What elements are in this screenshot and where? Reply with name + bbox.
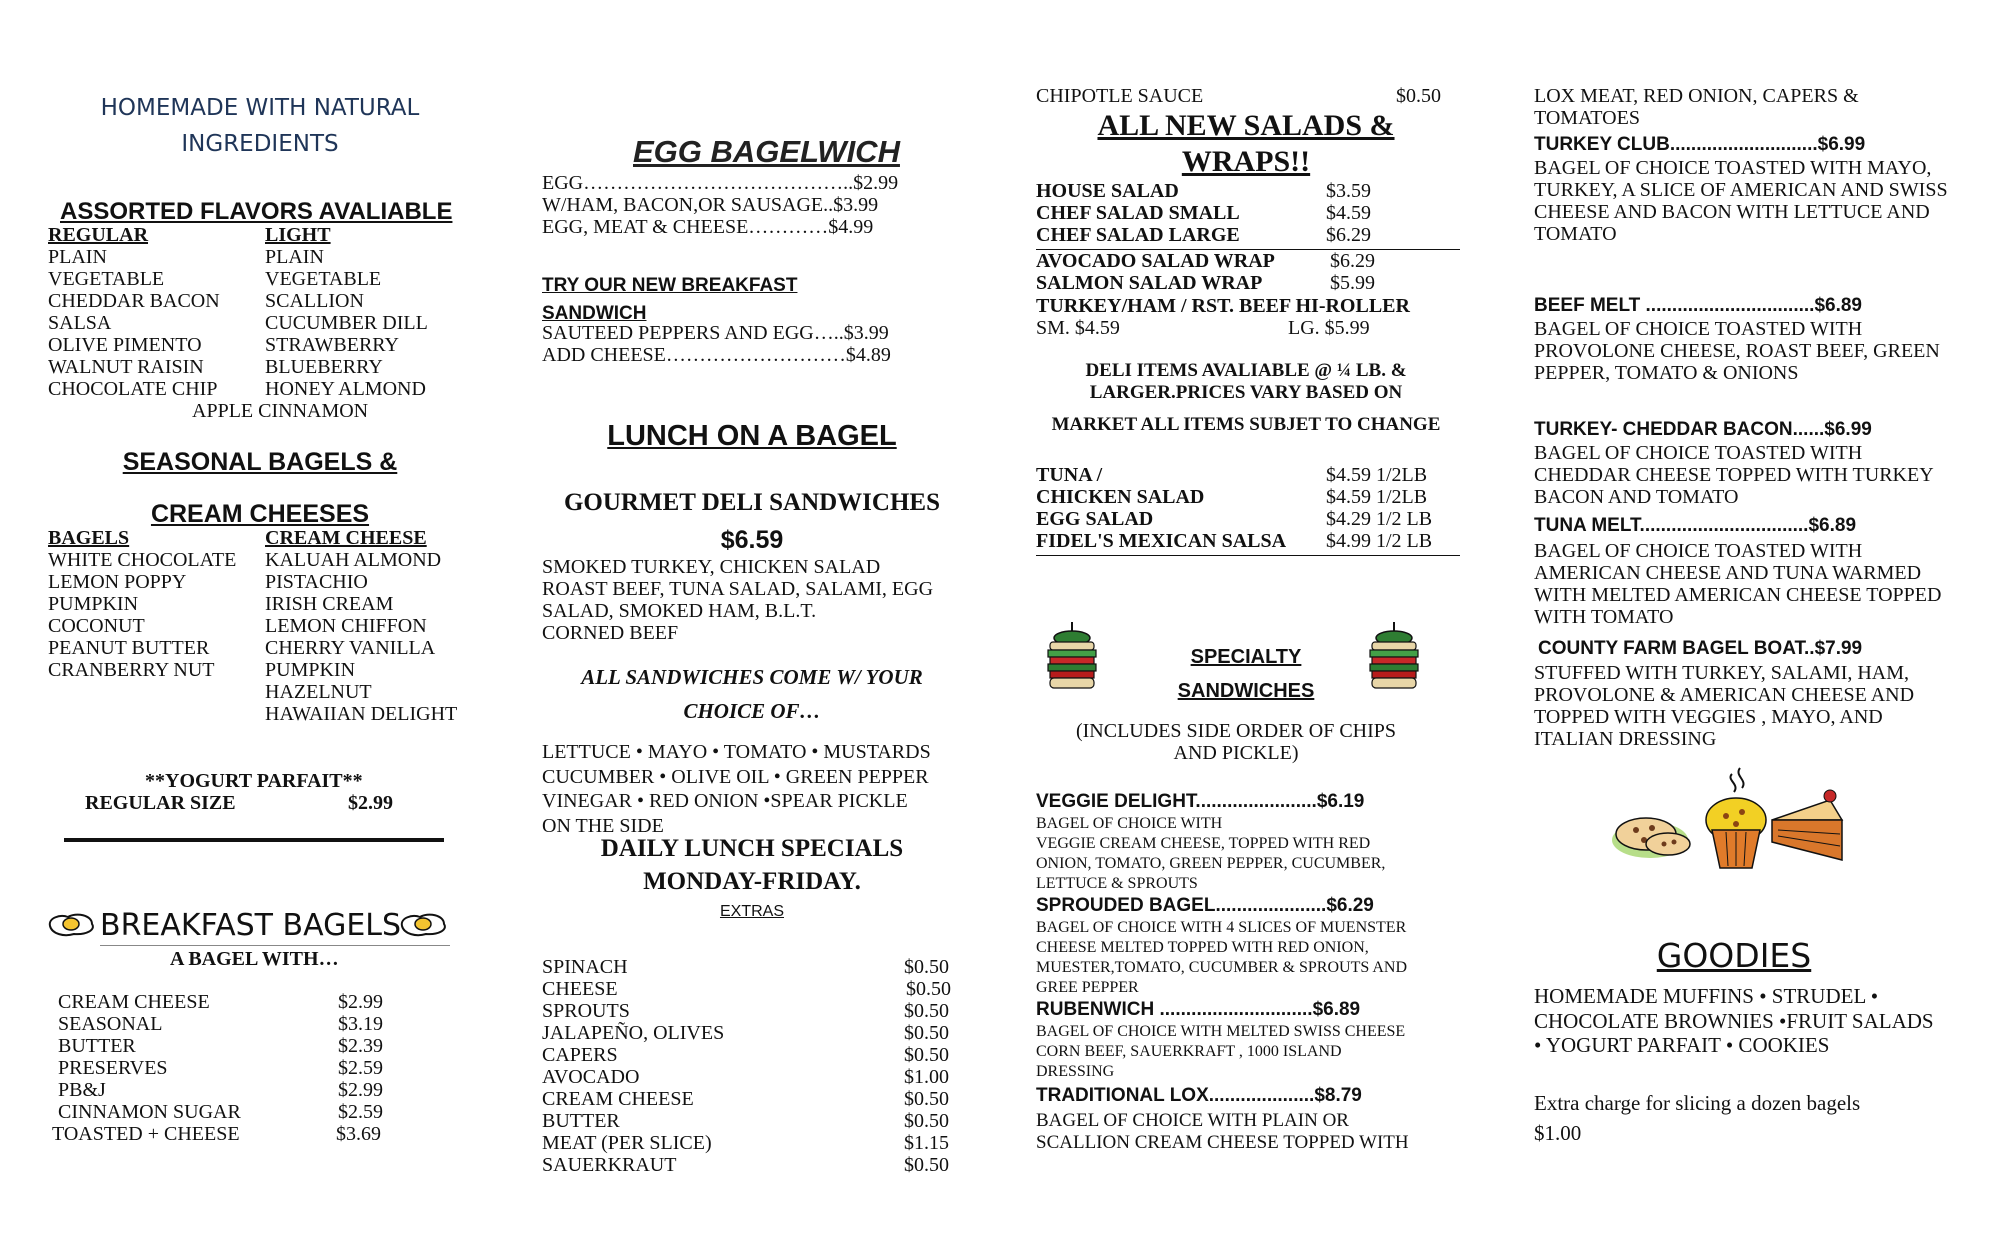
assorted-title: ASSORTED FLAVORS AVALIABLE xyxy=(60,198,453,225)
list-item: WALNUT RAISIN xyxy=(48,356,204,378)
lox-continued: LOX MEAT, RED ONION, CAPERS & TOMATOES xyxy=(1534,85,1859,129)
menu-line: • YOGURT PARFAIT • COOKIES xyxy=(1534,1033,1830,1057)
slicing-note: Extra charge for slicing a dozen bagels $1.00 xyxy=(1534,1091,1861,1145)
list-item: PRESERVES $2.59 xyxy=(58,1057,383,1079)
cookie-icon xyxy=(1612,818,1690,858)
try-lines xyxy=(542,322,891,366)
list-item: CREAM CHEESE $2.99 xyxy=(58,991,383,1013)
extras-title: EXTRAS xyxy=(719,903,784,920)
regular-header: REGULAR xyxy=(48,224,149,246)
muffin-icon xyxy=(1706,768,1766,868)
list-item: HAZELNUT xyxy=(265,681,372,703)
try-title: TRY OUR NEW BREAKFAST SANDWICH xyxy=(542,275,798,324)
column-4 xyxy=(1500,0,2000,1236)
list-item: PUMPKIN xyxy=(48,593,139,615)
egg-lines xyxy=(542,172,898,238)
deli-divider xyxy=(1036,555,1460,556)
specialty-item: TURKEY- CHEDDAR BACON......$6.99 BAGEL OF CHOICE TOASTED WITH CHEDDAR CHEESE TOPPED WITH TURKEY BACON AND TOMATO xyxy=(1534,419,1934,508)
list-item: SALSA xyxy=(48,312,112,334)
seasonal-title-1: SEASONAL BAGELS & xyxy=(122,448,398,476)
list-item: LEMON CHIFFON xyxy=(265,615,427,637)
fried-egg-icon xyxy=(46,910,98,938)
list-item: CHEESE $0.50 xyxy=(542,978,951,1000)
deli-items xyxy=(1036,464,1456,552)
choice-line-1: ALL SANDWICHES COME W/ YOUR xyxy=(581,665,923,689)
specialty-item: TURKEY CLUB............................$6.99 BAGEL OF CHOICE TOASTED WITH MAYO, TURKEY, A SLICE OF AMERICAN AND SWISS CHEESE AND BACON WITH LETTUCE AND TOMATO xyxy=(1534,134,1948,245)
chipotle-price: $0.50 xyxy=(1396,85,1441,107)
hiroller-large: LG. $5.99 xyxy=(1288,317,1370,339)
specialty-item: COUNTY FARM BAGEL BOAT..$7.99 STUFFED WITH TURKEY, SALAMI, HAM, PROVOLONE & AMERICAN CHEESE AND TOPPED WITH VEGGIES , MAYO, AND ITALIAN DRESSING xyxy=(1534,638,1915,750)
list-item: HOUSE SALAD $3.59 xyxy=(1036,180,1371,202)
menu-line: SMOKED TURKEY, CHICKEN SALAD xyxy=(542,556,881,578)
yogurt-label: REGULAR SIZE xyxy=(85,792,236,814)
list-item: OLIVE PIMENTO xyxy=(48,334,202,356)
specialty-item: VEGGIE DELIGHT.......................$6.19 BAGEL OF CHOICE WITH VEGGIE CREAM CHEESE, TOPPED WITH RED ONION, TOMATO, GREEN PEPPER, CUCUMBER, LETTUCE & SPROUTS xyxy=(1036,791,1386,892)
apple-cinnamon: APPLE CINNAMON xyxy=(192,400,369,422)
list-item: IRISH CREAM xyxy=(265,593,394,615)
list-item: COCONUT xyxy=(48,615,145,637)
specialty-item: BEEF MELT ................................$6.89 BAGEL OF CHOICE TOASTED WITH PROVOLONE CHEESE, ROAST BEEF, GREEN PEPPER, TOMATO & ONIONS xyxy=(1534,295,1940,384)
list-item: FIDEL'S MEXICAN SALSA $4.99 1/2 LB xyxy=(1036,530,1433,552)
list-item: VEGETABLE xyxy=(48,268,165,290)
breakfast-underline xyxy=(100,945,450,946)
list-item: WHITE CHOCOLATE xyxy=(48,549,237,571)
list-item: CHEF SALAD SMALL $4.59 xyxy=(1036,202,1371,224)
toppings xyxy=(542,740,931,838)
list-item: SAUERKRAUT $0.50 xyxy=(542,1154,949,1176)
list-item: AVOCADO $1.00 xyxy=(542,1066,949,1088)
pie-slice-icon xyxy=(1772,790,1842,860)
column-2 xyxy=(500,0,1000,1236)
menu-line: ON THE SIDE xyxy=(542,814,664,837)
list-item: MEAT (PER SLICE) $1.15 xyxy=(542,1132,949,1154)
salads-list xyxy=(1036,180,1456,246)
sandwich-icon xyxy=(1364,620,1424,694)
list-item: SPROUTS $0.50 xyxy=(542,1000,949,1022)
cream-cheese-list xyxy=(265,549,457,725)
yogurt-price: $2.99 xyxy=(348,792,393,814)
list-item: SALMON SALAD WRAP $5.99 xyxy=(1036,272,1375,294)
hiroller: TURKEY/HAM / RST. BEEF HI-ROLLER xyxy=(1036,295,1410,317)
cream-cheese-header: CREAM CHEESE xyxy=(265,527,427,549)
list-item: BUTTER $2.39 xyxy=(58,1035,383,1057)
list-item: PB&J $2.99 xyxy=(58,1079,383,1101)
list-item: PUMPKIN xyxy=(265,659,356,681)
menu-line: CHOCOLATE BROWNIES •FRUIT SALADS xyxy=(1534,1008,1934,1033)
list-item: CUCUMBER DILL xyxy=(265,312,428,334)
hiroller-small: SM. $4.59 xyxy=(1036,317,1120,339)
goodies-lines xyxy=(1534,984,1934,1058)
includes-note: (INCLUDES SIDE ORDER OF CHIPS AND PICKLE) xyxy=(1075,720,1397,764)
list-item: BLUEBERRY xyxy=(265,356,383,378)
list-item: CHERRY VANILLA xyxy=(265,637,436,659)
yogurt-title: **YOGURT PARFAIT** xyxy=(145,770,363,792)
light-list xyxy=(265,246,428,400)
list-item: EGG SALAD $4.29 1/2 LB xyxy=(1036,508,1433,530)
list-item: PLAIN xyxy=(48,246,107,268)
list-item: KALUAH ALMOND xyxy=(265,549,442,571)
list-item: PLAIN xyxy=(265,246,324,268)
specialty-item: TUNA MELT................................$6.89 BAGEL OF CHOICE TOASTED WITH AMERICAN CHEESE AND TUNA WARMED WITH MELTED AMERICAN CHEESE TOPPED WITH TOMATO xyxy=(1534,515,1942,628)
column-1 xyxy=(0,0,500,1236)
menu-line: EGG…………………………………..$2.99 xyxy=(542,172,899,194)
breakfast-sub: A BAGEL WITH… xyxy=(170,948,339,970)
specialty-item: TRADITIONAL LOX....................$8.79 BAGEL OF CHOICE WITH PLAIN OR SCALLION CREAM CHEESE TOPPED WITH xyxy=(1036,1085,1409,1153)
menu-line: CORNED BEEF xyxy=(542,622,679,644)
sandwich-icon xyxy=(1042,620,1102,694)
wraps-list xyxy=(1036,250,1456,294)
seasonal-bagels-list xyxy=(48,549,236,681)
gourmet-price: $6.59 xyxy=(720,526,784,554)
menu-line: CUCUMBER • OLIVE OIL • GREEN PEPPER xyxy=(542,765,929,788)
list-item: BUTTER $0.50 xyxy=(542,1110,949,1132)
menu-line: EGG, MEAT & CHEESE…………$4.99 xyxy=(542,216,874,238)
divider xyxy=(64,838,444,842)
list-item: VEGETABLE xyxy=(265,268,382,290)
deli-notice: DELI ITEMS AVALIABLE @ ¼ LB. & LARGER.PRICES VARY BASED ON MARKET ALL ITEMS SUBJET TO CHANGE xyxy=(1051,360,1441,435)
menu-line: SAUTEED PEPPERS AND EGG…..$3.99 xyxy=(542,322,889,344)
regular-list xyxy=(48,246,220,400)
list-item: STRAWBERRY xyxy=(265,334,399,356)
menu-line: HOMEMADE MUFFINS • STRUDEL • xyxy=(1534,984,1879,1008)
daily-specials-2: MONDAY-FRIDAY. xyxy=(643,868,861,895)
list-item: SCALLION xyxy=(265,290,364,312)
desserts-illustration xyxy=(1608,760,1870,878)
light-header: LIGHT xyxy=(265,224,331,246)
list-item: CAPERS $0.50 xyxy=(542,1044,949,1066)
breakfast-title: BREAKFAST BAGELS xyxy=(100,908,402,943)
list-item: CRANBERRY NUT xyxy=(48,659,215,681)
goodies-title: GOODIES xyxy=(1656,936,1812,975)
list-item: JALAPEÑO, OLIVES $0.50 xyxy=(542,1022,949,1044)
list-item: HAWAIIAN DELIGHT xyxy=(265,703,458,725)
chipotle-name: CHIPOTLE SAUCE xyxy=(1036,85,1204,107)
specialty-list xyxy=(1036,790,1466,1154)
egg-bagelwich-title: EGG BAGELWICH xyxy=(633,134,900,169)
menu-line: ROAST BEEF, TUNA SALAD, SALAMI, EGG xyxy=(542,578,934,600)
list-item: LEMON POPPY xyxy=(48,571,187,593)
menu-line: VINEGAR • RED ONION •SPEAR PICKLE xyxy=(542,790,908,812)
list-item: TUNA / $4.59 1/2LB xyxy=(1036,464,1428,486)
list-item: SEASONAL $3.19 xyxy=(58,1013,383,1035)
list-item: PEANUT BUTTER xyxy=(48,637,210,659)
tagline: HOMEMADE WITH NATURAL INGREDIENTS xyxy=(100,95,420,157)
specialty-item: SPROUDED BAGEL.....................$6.29 BAGEL OF CHOICE WITH 4 SLICES OF MUENSTER CHEESE MELTED TOPPED WITH RED ONION, MUESTER,TOMATO, CUCUMBER & SPROUTS AND GREE PEPPER xyxy=(1036,895,1408,996)
salads-title-2: WRAPS!! xyxy=(1181,145,1311,178)
seasonal-title-2: CREAM CHEESES xyxy=(150,500,370,528)
daily-specials-1: DAILY LUNCH SPECIALS xyxy=(600,835,904,862)
lunch-title: LUNCH ON A BAGEL xyxy=(607,420,897,452)
menu-line: ADD CHEESE………………………$4.89 xyxy=(542,344,891,366)
fried-egg-icon xyxy=(398,910,450,938)
menu-line: SALAD, SMOKED HAM, B.L.T. xyxy=(542,600,817,622)
specialty-title: SPECIALTY SANDWICHES xyxy=(1177,646,1315,702)
menu-line: LETTUCE • MAYO • TOMATO • MUSTARDS xyxy=(542,741,931,763)
list-item: CINNAMON SUGAR $2.59 xyxy=(58,1101,383,1123)
gourmet-lines xyxy=(542,556,933,644)
list-item: TOASTED + CHEESE $3.69 xyxy=(52,1123,381,1145)
choice-line-2: CHOICE OF… xyxy=(683,699,821,723)
list-item: CHOCOLATE CHIP xyxy=(48,378,218,400)
list-item: SPINACH $0.50 xyxy=(542,956,949,978)
list-item: CREAM CHEESE $0.50 xyxy=(542,1088,949,1110)
extras-list xyxy=(542,956,962,1176)
salads-title-1: ALL NEW SALADS & xyxy=(1097,109,1395,142)
column-3 xyxy=(1000,0,1500,1236)
bagels-header: BAGELS xyxy=(48,527,130,549)
list-item: CHEDDAR BACON xyxy=(48,290,220,312)
list-item: CHEF SALAD LARGE $6.29 xyxy=(1036,224,1371,246)
breakfast-list xyxy=(52,991,392,1145)
list-item: CHICKEN SALAD $4.59 1/2LB xyxy=(1036,486,1428,508)
menu-line: W/HAM, BACON,OR SAUSAGE..$3.99 xyxy=(542,194,879,216)
list-item: HONEY ALMOND xyxy=(265,378,426,400)
gourmet-title: GOURMET DELI SANDWICHES xyxy=(563,489,940,516)
list-item: PISTACHIO xyxy=(265,571,368,593)
specialty-item: RUBENWICH .............................$6.89 BAGEL OF CHOICE WITH MELTED SWISS CHEESE CORN BEEF, SAUERKRAFT , 1000 ISLAND DRESSING xyxy=(1036,999,1406,1080)
list-item: AVOCADO SALAD WRAP $6.29 xyxy=(1036,250,1375,272)
